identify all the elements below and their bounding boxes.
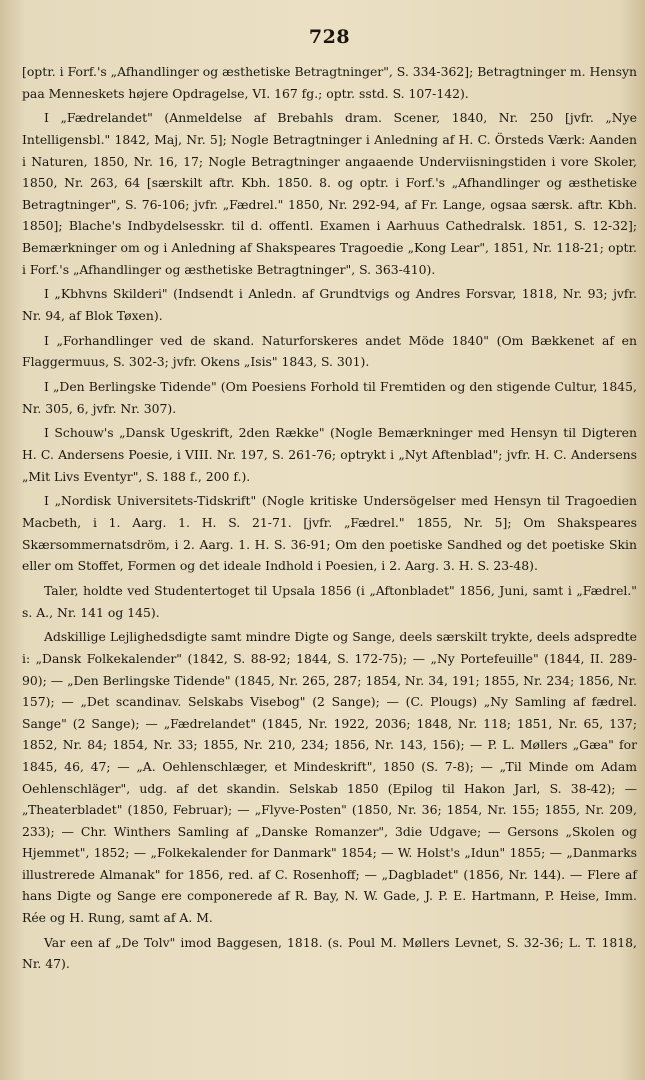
paragraph-berlingske-tidende: I „Den Berlingske Tidende" (Om Poesiens Forhold til Fremtiden og den stigende Cultur, 1845, Nr. 305, 6, jvfr. Nr. 307). (22, 379, 637, 416)
paragraph-nordisk-tidskrift: I „Nordisk Universitets-Tidskrift" (Nogle kritiske Undersögelser med Hensyn til Tragoedien Macbeth, i 1. Aarg. 1. H. S. 21-71. [jvfr. „Fædrel." 1855, Nr. 5]; Om Shakspeares Skærsommernatsdröm, i 2. Aarg. 1. H. S. 36-91; Om den poetiske Sandhed og det poetiske Skin eller om Stoffet, Formen og det ideale Indhold i Poesien, i 2. Aarg. 3. H. S. 23-48). (22, 493, 637, 574)
paragraph-de-tolv: Var een af „De Tolv" imod Baggesen, 1818. (s. Poul M. Møllers Levnet, S. 32-36; L. T. 1818, Nr. 47). (22, 934, 637, 972)
paragraph-taler: Taler, holdte ved Studentertoget til Upsala 1856 (i „Aftonbladet" 1856, Juni, samt i „Fædrel." s. A., Nr. 141 og 145). (22, 582, 637, 620)
paragraph-forhandlinger: I „Forhandlinger ved de skand. Naturforskeres andet Möde 1840" (Om Bækkenet af en Flaggermuus, S. 302-3; jvfr. Okens „Isis" 1843, S. 301). (22, 332, 637, 370)
paragraph-lejlighedsdigte: Adskillige Lejlighedsdigte samt mindre Digte og Sange, deels særskilt trykte, deels adspredte i: „Dansk Folkekalender" (1842, S. 88-92; 1844, S. 172-75); — „Ny Portefeuille" (1844, II. 289-90); — „Den Berlingske Tidende" (1845, Nr. 265, 287; 1854, Nr. 34, 191; 1855, Nr. 234; 1856, Nr. 157); — „Det scandinav. Selskabs Visebog" (2 Sange); — (C. Plougs) „Ny Samling af fædrel. Sange" (2 Sange); — „Fædrelandet" (1845, Nr. 1922, 2036; 1848, Nr. 118; 1851, Nr. 65, 137; 1852, Nr. 84; 1854, Nr. 33; 1855, Nr. 210, 234; 1856, Nr. 143, 156); — P. L. Møllers „Gæa" for 1845, 46, 47; — „A. Oehlenschlæger, et Mindeskrift", 1850 (S. 7-8); — „Til Minde om Adam Oehlenschläger", udg. af det skandin. Selskab 1850 (Epilog til Hakon Jarl, S. 38-42); — „Theaterbladet" (1850, Februar); — „Flyve-Posten" (1850, Nr. 36; 1854, Nr. 155; 1855, Nr. 209, 233); — Chr. Winthers Samling af „Danske Romanzer", 3die Udgave; — Gersons „Skolen og Hjemmet", 1852; — „Folkekalender for Danmark" 1854; — W. Holst's „Idun" 1855; — „Danmarks illustrerede Almanak" for 1856, red. af C. Rosenhoff; — „Dagbladet" (1856, Nr. 144). — Flere af hans Digte og Sange ere componerede af R. Bay, N. W. Gade, J. P. E. Hartmann, P. Heise, Imm. Rée og H. Rung, samt af A. M. (22, 629, 637, 926)
page-body (22, 61, 637, 975)
paragraph-continuation: [optr. i Forf.'s „Afhandlinger og æsthetiske Betragtninger", S. 334-362]; Betragtninger m. Hensyn paa Menneskets højere Opdragelse, VI. 167 fg.; optr. sstd. S. 107-142). (22, 64, 637, 101)
paragraph-dansk-ugeskrift: I Schouw's „Dansk Ugeskrift, 2den Række" (Nogle Bemærkninger med Hensyn til Digteren H. C. Andersens Poesie, i VIII. Nr. 197, S. 261-76; optrykt i „Nyt Aftenblad"; jvfr. H. C. Andersens „Mit Livs Eventyr", S. 188 f., 200 f.). (22, 425, 637, 484)
paragraph-kbhvns-skilderi: I „Kbhvns Skilderi" (Indsendt i Anledn. af Grundtvigs og Andres Forsvar, 1818, Nr. 93; jvfr. Nr. 94, af Blok Tøxen). (22, 286, 637, 323)
paragraph-faedrelandet: I „Fædrelandet" (Anmeldelse af Brebahls dram. Scener, 1840, Nr. 250 [jvfr. „Nye Intelligensbl." 1842, Maj, Nr. 5]; Nogle Betragtninger i Anledning af H. C. Örsteds Værk: Aanden i Naturen, 1850, Nr. 16, 17; Nogle Betragtninger angaaende Underviisningstiden i vore Skoler, 1850, Nr. 263, 64 [særskilt aftr. Kbh. 1850. 8. og optr. i Forf.'s „Afhandlinger og æsthetiske Betragtninger", S. 76-106; jvfr. „Fædrel." 1850, Nr. 292-94, af Fr. Lange, ogsaa særsk. aftr. Kbh. 1850]; Blache's Indbydelsesskr. til d. offentl. Examen i Aarhuus Cathedralsk. 1851, S. 12-32]; Bemærkninger om og i Anledning af Shakspeares Tragoedie „Kong Lear", 1851, Nr. 118-21; optr. i Forf.'s „Afhandlinger og æsthetiske Betragtninger", S. 363-410). (22, 110, 637, 277)
page-number: 728 (308, 26, 351, 48)
